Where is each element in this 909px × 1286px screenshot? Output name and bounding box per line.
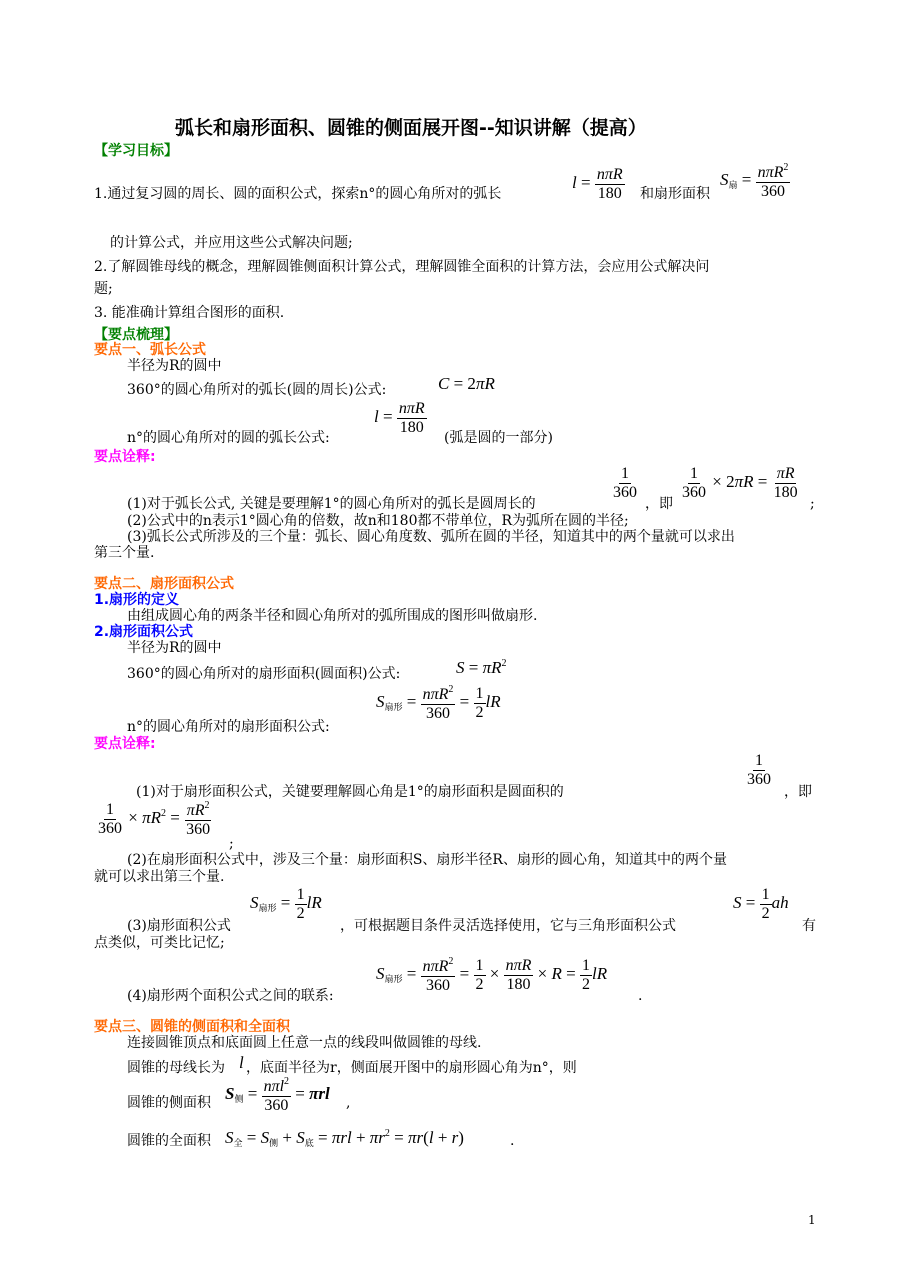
p2-note-4: (4)扇形两个面积公式之间的联系: [127, 988, 334, 1004]
p2-line-2: 360°的圆心角所对的扇形面积(圆面积)公式: [127, 666, 401, 682]
p3-line-2-cont: ，底面半径为r，侧面展开图中的扇形圆心角为n°，则 [246, 1060, 577, 1076]
p3-line-4-end: . [510, 1133, 515, 1149]
p1-line-2: 360°的圆心角所对的弧长(圆的周长)公式: [127, 382, 387, 398]
p2-note-3-mid: ，可根据题目条件灵活选择使用，它与三角形面积公式 [340, 918, 676, 934]
p3-line-1: 连接圆锥顶点和底面圆上任意一点的线段叫做圆锥的母线. [127, 1035, 482, 1051]
lateral-area-formula: $S_侧$ = $\frac{n\pi l^2}{360}$ = πrl [225, 1076, 330, 1114]
p2-line-1: 半径为R的圆中 [127, 640, 222, 656]
p2-note-2: (2)在扇形面积公式中，涉及三个量：扇形面积S、扇形半径R、扇形的圆心角，知道其中的两个量 [127, 852, 727, 868]
p3-line-3-end: , [346, 1095, 351, 1111]
p2-note-1-mid: ，即 [784, 784, 812, 800]
p3-line-3: 圆锥的侧面积 [127, 1095, 211, 1111]
point-2-note-header: 要点诠释: [94, 736, 156, 752]
arc-relation-formula: $\frac{1}{360}$ × 2πR = $\frac{\pi R}{180}$ [682, 465, 798, 501]
p2-area-relation: $\frac{1}{360}$ × $\pi R^2$ = $\frac{\pi R^2}{360}$ [98, 800, 211, 838]
p1-note-1: (1)对于弧长公式, 关键是要理解1°的圆心角所对的弧长是圆周长的 [127, 496, 536, 512]
page-number: 1 [808, 1213, 816, 1227]
p2-note-3-cont: 点类似，可类比记忆; [94, 935, 225, 951]
p1-note-1-end: ; [810, 496, 815, 512]
goal-2-text: 2.了解圆锥母线的概念，理解圆锥侧面积计算公式，理解圆锥全面积的计算方法，会应用公式解决问 [94, 259, 710, 275]
p1-note-3: (3)弧长公式所涉及的三个量：弧长、圆心角度数、弧所在圆的半径，知道其中的两个量就可以求出 [127, 529, 735, 545]
p3-line-4: 圆锥的全面积 [127, 1133, 211, 1149]
p2-frac-one-360: $\frac{1}{360}$ [747, 752, 771, 788]
triangle-area-formula: S = $\frac{1}{2}$ ah [733, 886, 789, 922]
p1-note-2: (2)公式中的n表示1°圆心角的倍数，故n和180都不带单位，R为弧所在圆的半径; [127, 513, 629, 529]
goal-1-end: 的计算公式，并应用这些公式解决问题; [110, 235, 353, 251]
p2-note-4-end: . [638, 988, 643, 1004]
p2-note-1: (1)对于扇形面积公式，关键要理解圆心角是1°的扇形面积是圆面积的 [136, 784, 564, 800]
arc-length-formula: l = $\frac{\text{nπR}}{180}$ [572, 166, 623, 202]
p2-note-3: (3)扇形面积公式 [127, 918, 231, 934]
total-area-formula: $S_全 = S_侧 + S_底 = \pi rl + \pi r^2 = \pi r(l + r)$ [225, 1128, 464, 1148]
p2-note-2-cont: 就可以求出第三个量. [94, 869, 225, 885]
p1-note-3-cont: 第三个量. [94, 545, 155, 561]
goal-2-cont: 题; [94, 281, 113, 297]
goal-1-text: 1.通过复习圆的周长、圆的面积公式，探索n°的圆心角所对的弧长 [94, 186, 502, 202]
p1-line-1: 半径为R的圆中 [127, 358, 222, 374]
p1-arc-formula: l = $\frac{\text{nπR}}{180}$ [374, 400, 425, 436]
point-1-header: 要点一、弧长公式 [94, 342, 206, 358]
sector-area-formula: $S_扇$ = $\frac{n\pi R^2}{360}$ [720, 162, 789, 200]
p2-sector-formula: $S_{扇形}$ = $\frac{n\pi R^2}{360}$ = $\frac{1}{2}$ lR [376, 684, 501, 722]
page-title: 弧长和扇形面积、圆锥的侧面展开图--知识讲解（提高） [175, 117, 647, 139]
sector-formula-link: $S_{扇形}$ = $\frac{n\pi R^2}{360}$ = $\frac{1}{2}$ × $\frac{\text{nπR}}{180}$ × R = $\frac{1}{2}$ lR [376, 956, 608, 994]
p1-note-1-mid: ，即 [645, 496, 673, 512]
p2-note-1-end: ; [229, 836, 234, 852]
p2-note-3-end: 有 [802, 918, 816, 934]
summary-header: 【要点梳理】 [94, 327, 178, 343]
point-2-header: 要点二、扇形面积公式 [94, 576, 234, 592]
frac-one-360: $\frac{1}{360}$ [613, 465, 637, 501]
p2-sub-1-text: 由组成圆心角的两条半径和圆心角所对的弧所围成的图形叫做扇形. [127, 608, 538, 624]
goals-header: 【学习目标】 [94, 143, 178, 159]
goal-1-mid: 和扇形面积 [640, 186, 710, 202]
p2-sub-1: 1.扇形的定义 [94, 592, 180, 608]
circle-area-formula: $S = \pi R^2$ [456, 658, 507, 677]
p1-line-3-note: (弧是圆的一部分) [444, 430, 553, 446]
slant-l-symbol: l [239, 1053, 244, 1072]
sector-half-lr: $S_{扇形}$ = $\frac{1}{2}$ lR [250, 886, 322, 922]
p3-line-2: 圆锥的母线长为 [127, 1060, 225, 1076]
p2-line-3: n°的圆心角所对的扇形面积公式: [127, 719, 330, 735]
circumference-formula: C = 2πR [438, 374, 495, 393]
goal-3-text: 3. 能准确计算组合图形的面积. [94, 305, 285, 321]
p1-line-3: n°的圆心角所对的圆的弧长公式: [127, 430, 330, 446]
p2-sub-2: 2.扇形面积公式 [94, 624, 194, 640]
point-1-note-header: 要点诠释: [94, 449, 156, 465]
point-3-header: 要点三、圆锥的侧面积和全面积 [94, 1019, 290, 1035]
